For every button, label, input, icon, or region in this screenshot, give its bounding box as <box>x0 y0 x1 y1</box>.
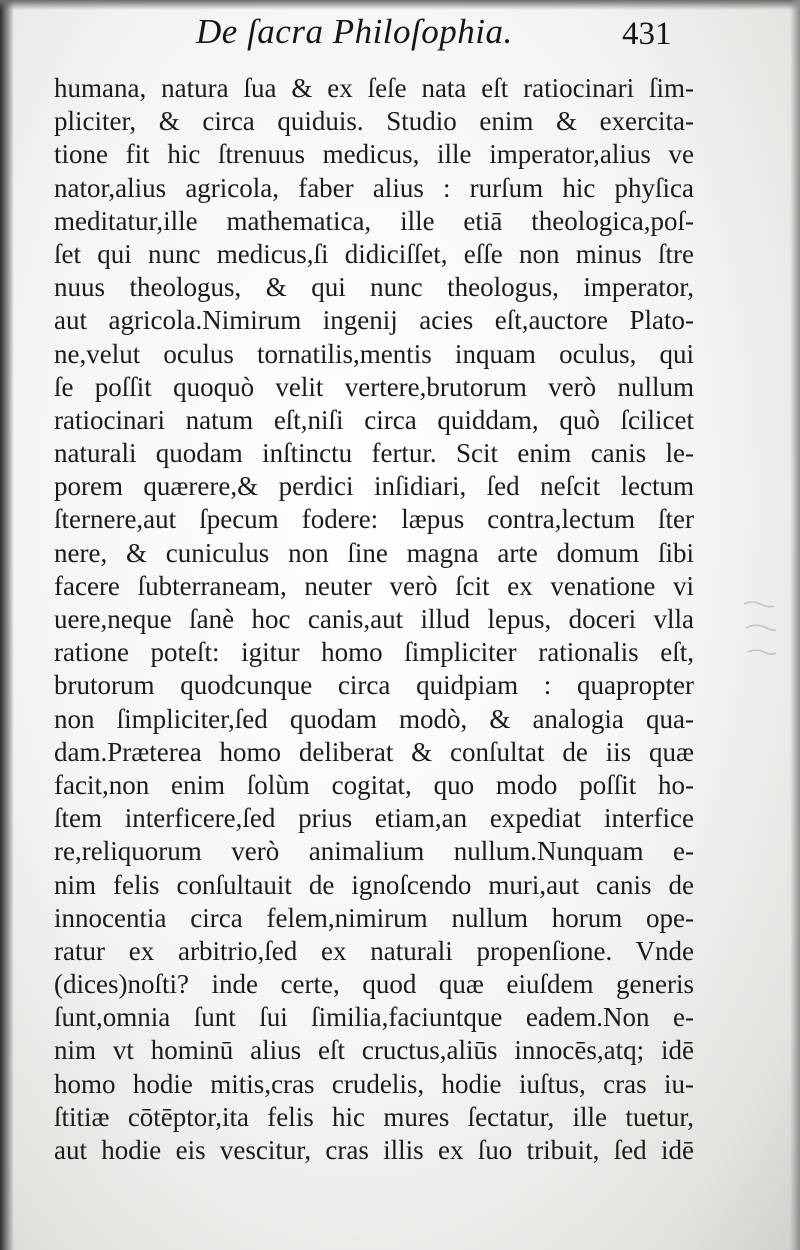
page-edge-shadow-right <box>790 0 800 1250</box>
text-line: nuus theologus, & qui nunc theologus, imperator, <box>54 272 694 303</box>
text-line: dam.Præterea homo deliberat & conſultat de iis quæ <box>54 736 694 767</box>
text-line: aut agricola.Nimirum ingenij acies eſt,auctore Plato- <box>54 305 694 336</box>
text-line: ſunt,omnia ſunt ſui ſimilia,faciuntque eadem.Non e- <box>54 1002 694 1033</box>
text-line: nim vt hominū alius eſt cructus,aliūs innocēs,atq; idē <box>54 1035 694 1066</box>
text-line: porem quærere,& perdici inſidiari, ſed neſcit lectum <box>54 471 694 502</box>
text-line: ſtitiæ cōtēptor,ita felis hic mures ſectatur, ille tuetur, <box>54 1101 694 1132</box>
text-line: nere, & cuniculus non ſine magna arte domum ſibi <box>54 537 694 568</box>
text-line: innocentia circa felem,nimirum nullum horum ope- <box>54 902 694 933</box>
text-line: nim felis conſultauit de ignoſcendo muri,aut canis de <box>54 869 694 900</box>
text-line: facit,non enim ſolùm cogitat, quo modo poſſit ho- <box>54 769 694 800</box>
text-line: nator,alius agricola, faber alius : rurſum hic phyſica <box>54 172 694 203</box>
body-text <box>54 72 694 1167</box>
text-line: ratione poteſt: igitur homo ſimpliciter rationalis eſt, <box>54 637 694 668</box>
text-line: meditatur,ille mathematica, ille etiā theologica,poſ- <box>54 205 694 236</box>
text-line: ſternere,aut ſpecum fodere: læpus contra,lectum ſter <box>54 504 694 535</box>
faint-margin-mark <box>740 596 780 666</box>
page-edge-shadow-top <box>0 0 800 10</box>
text-line: brutorum quodcunque circa quidpiam : quapropter <box>54 670 694 701</box>
text-line: ne,velut oculus tornatilis,mentis inquam oculus, qui <box>54 338 694 369</box>
text-line: humana, natura ſua & ex ſeſe nata eſt ratiocinari ſim- <box>54 73 694 103</box>
text-line: facere ſubterraneam, neuter verò ſcit ex venatione vi <box>54 570 694 601</box>
text-line: re,reliquorum verò animalium nullum.Nunquam e- <box>54 836 694 867</box>
page-number: 431 <box>622 16 672 52</box>
text-line: ratiocinari natum eſt,niſi circa quiddam, quò ſcilicet <box>54 404 694 435</box>
text-line: ſet qui nunc medicus,ſi didiciſſet, eſſe non minus ſtre <box>54 238 694 269</box>
text-line: naturali quodam inſtinctu fertur. Scit enim canis le- <box>54 438 694 469</box>
text-line: tione fit hic ſtrenuus medicus, ille imperator,alius ve <box>54 139 694 170</box>
page-edge-shadow-left <box>0 0 14 1250</box>
text-line: ratur ex arbitrio,ſed ex naturali propenſione. Vnde <box>54 935 694 966</box>
text-line: ſe poſſit quoquò velit vertere,brutorum verò nullum <box>54 371 694 402</box>
text-line: non ſimpliciter,ſed quodam modò, & analogia qua- <box>54 703 694 734</box>
text-line: ſtem interficere,ſed prius etiam,an expediat interfice <box>54 803 694 834</box>
text-line: homo hodie mitis,cras crudelis, hodie iuſtus, cras iu- <box>54 1068 694 1099</box>
text-line: aut hodie eis vescitur, cras illis ex ſuo tribuit, ſed idē <box>54 1135 694 1165</box>
running-title: De ſacra Philoſophia. <box>196 12 513 51</box>
text-line: (dices)noſti? inde certe, quod quæ eiuſdem generis <box>54 969 694 1000</box>
text-line: uere,neque ſanè hoc canis,aut illud lepus, doceri vlla <box>54 604 694 634</box>
text-line: pliciter, & circa quiduis. Studio enim & exercita- <box>54 106 694 137</box>
